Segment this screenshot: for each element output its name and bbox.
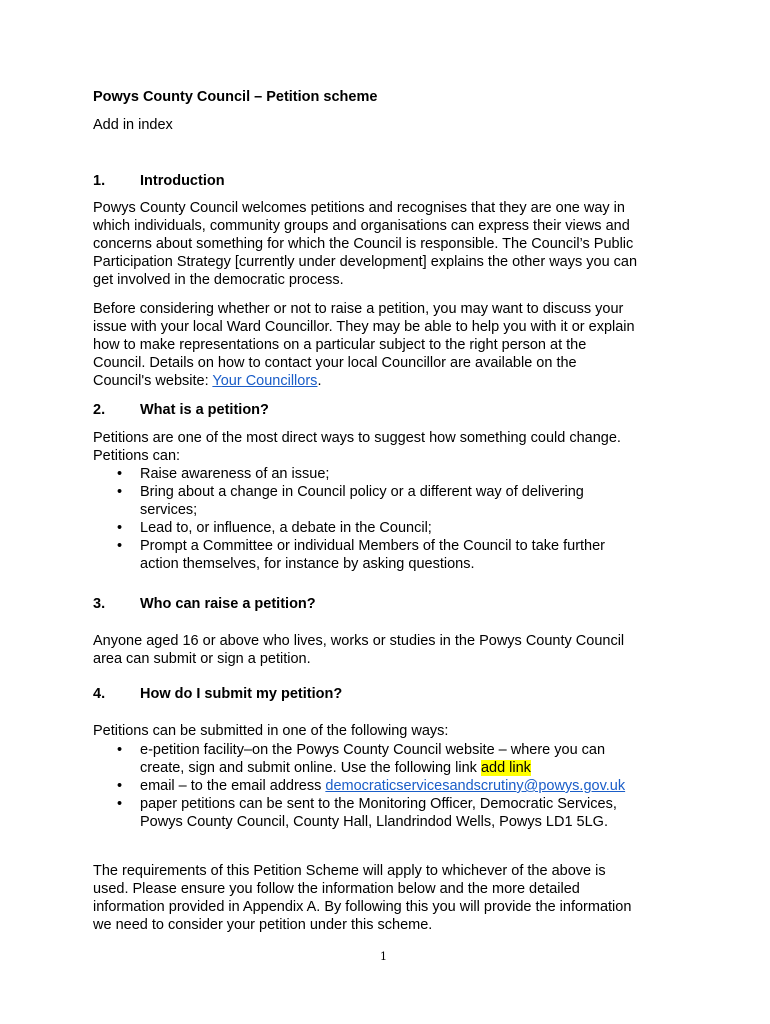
text-line: Powys County Council, County Hall, Llandrindod Wells, Powys LD1 5LG. bbox=[140, 814, 608, 830]
section-number: 2. bbox=[93, 402, 106, 418]
section-heading-what-is-a-petition bbox=[93, 401, 693, 419]
text-line: concerns about something for which the Council is responsible. The Council’s Public bbox=[93, 236, 634, 252]
list-item bbox=[93, 465, 693, 483]
document-title: Powys County Council – Petition scheme bbox=[93, 89, 378, 105]
text-line: Powys County Council welcomes petitions and recognises that they are one way in bbox=[93, 200, 625, 216]
text-line: Prompt a Committee or individual Members of the Council to take further bbox=[140, 538, 606, 554]
text-line bbox=[93, 372, 693, 390]
text-line: services; bbox=[140, 502, 198, 518]
list-item bbox=[93, 777, 693, 795]
text-line: Raise awareness of an issue; bbox=[140, 466, 330, 482]
text-line: e-petition facility–on the Powys County Council website – where you can bbox=[140, 742, 606, 758]
list-item bbox=[93, 483, 693, 519]
bullet-icon: • bbox=[117, 796, 123, 812]
text-line: Participation Strategy [currently under development] explains the other ways you can bbox=[93, 254, 638, 270]
list-item bbox=[93, 795, 693, 831]
your-councillors-link[interactable]: Your Councillors bbox=[212, 373, 318, 389]
text-line: used. Please ensure you follow the information below and the more detailed bbox=[93, 881, 580, 897]
text-line: which individuals, community groups and organisations can express their views and bbox=[93, 218, 630, 234]
what-paragraph bbox=[93, 429, 693, 465]
section-number: 1. bbox=[93, 173, 106, 189]
page-number: 1 bbox=[380, 950, 387, 963]
add-link-highlight: add link bbox=[480, 760, 531, 776]
text-line: Anyone aged 16 or above who lives, works or studies in the Powys County Council bbox=[93, 633, 625, 649]
text-line: area can submit or sign a petition. bbox=[93, 651, 311, 667]
text-line bbox=[140, 759, 693, 777]
bullet-icon: • bbox=[117, 538, 123, 554]
bullet-icon: • bbox=[117, 520, 123, 536]
intro-paragraph-2 bbox=[93, 300, 693, 390]
text-line: Petitions can be submitted in one of the following ways: bbox=[93, 723, 449, 739]
text-fragment: . bbox=[317, 373, 322, 389]
text-line: Before considering whether or not to raise a petition, you may want to discuss your bbox=[93, 301, 624, 317]
submission-methods-list bbox=[93, 741, 693, 831]
text-line: Petitions can: bbox=[93, 448, 181, 464]
bullet-icon: • bbox=[117, 484, 123, 500]
intro-paragraph-1 bbox=[93, 199, 693, 289]
section-number: 4. bbox=[93, 686, 106, 702]
section-heading-how-to-submit bbox=[93, 685, 693, 703]
section-number: 3. bbox=[93, 596, 106, 612]
text-line: Petitions are one of the most direct ways to suggest how something could change. bbox=[93, 430, 621, 446]
section-title: Who can raise a petition? bbox=[140, 596, 316, 612]
bullet-icon: • bbox=[117, 466, 123, 482]
list-item bbox=[93, 519, 693, 537]
bullet-icon: • bbox=[117, 778, 123, 794]
text-line: action themselves, for instance by asking questions. bbox=[140, 556, 475, 572]
text-line: Council. Details on how to contact your local Councillor are available on the bbox=[93, 355, 577, 371]
text-line: Bring about a change in Council policy or a different way of delivering bbox=[140, 484, 584, 500]
text-line: we need to consider your petition under this scheme. bbox=[93, 917, 433, 933]
text-line: The requirements of this Petition Scheme will apply to whichever of the above is bbox=[93, 863, 606, 879]
text-line: paper petitions can be sent to the Monitoring Officer, Democratic Services, bbox=[140, 796, 617, 812]
how-intro bbox=[93, 722, 693, 740]
email-link[interactable]: democraticservicesandscrutiny@powys.gov.uk bbox=[325, 778, 626, 794]
text-line: how to make representations on a particular subject to the right person at the bbox=[93, 337, 587, 353]
section-title: What is a petition? bbox=[140, 402, 269, 418]
section-title: Introduction bbox=[140, 173, 225, 189]
text-line: get involved in the democratic process. bbox=[93, 272, 344, 288]
list-item bbox=[93, 537, 693, 573]
text-line: Lead to, or influence, a debate in the Council; bbox=[140, 520, 432, 536]
section-title: How do I submit my petition? bbox=[140, 686, 343, 702]
list-item bbox=[93, 741, 693, 777]
who-paragraph bbox=[93, 632, 693, 668]
text-line: issue with your local Ward Councillor. They may be able to help you with it or explain bbox=[93, 319, 635, 335]
text-line: information provided in Appendix A. By following this you will provide the information bbox=[93, 899, 632, 915]
petition-purposes-list bbox=[93, 465, 693, 573]
section-heading-introduction bbox=[93, 172, 693, 190]
section-heading-who-can-raise bbox=[93, 595, 693, 613]
text-line bbox=[140, 777, 693, 795]
document-subtitle: Add in index bbox=[93, 117, 173, 133]
text-fragment: email – to the email address bbox=[140, 778, 326, 794]
bullet-icon: • bbox=[117, 742, 123, 758]
text-fragment: create, sign and submit online. Use the following link bbox=[140, 760, 481, 776]
closing-paragraph bbox=[93, 862, 693, 934]
text-fragment: Council's website: bbox=[93, 373, 213, 389]
